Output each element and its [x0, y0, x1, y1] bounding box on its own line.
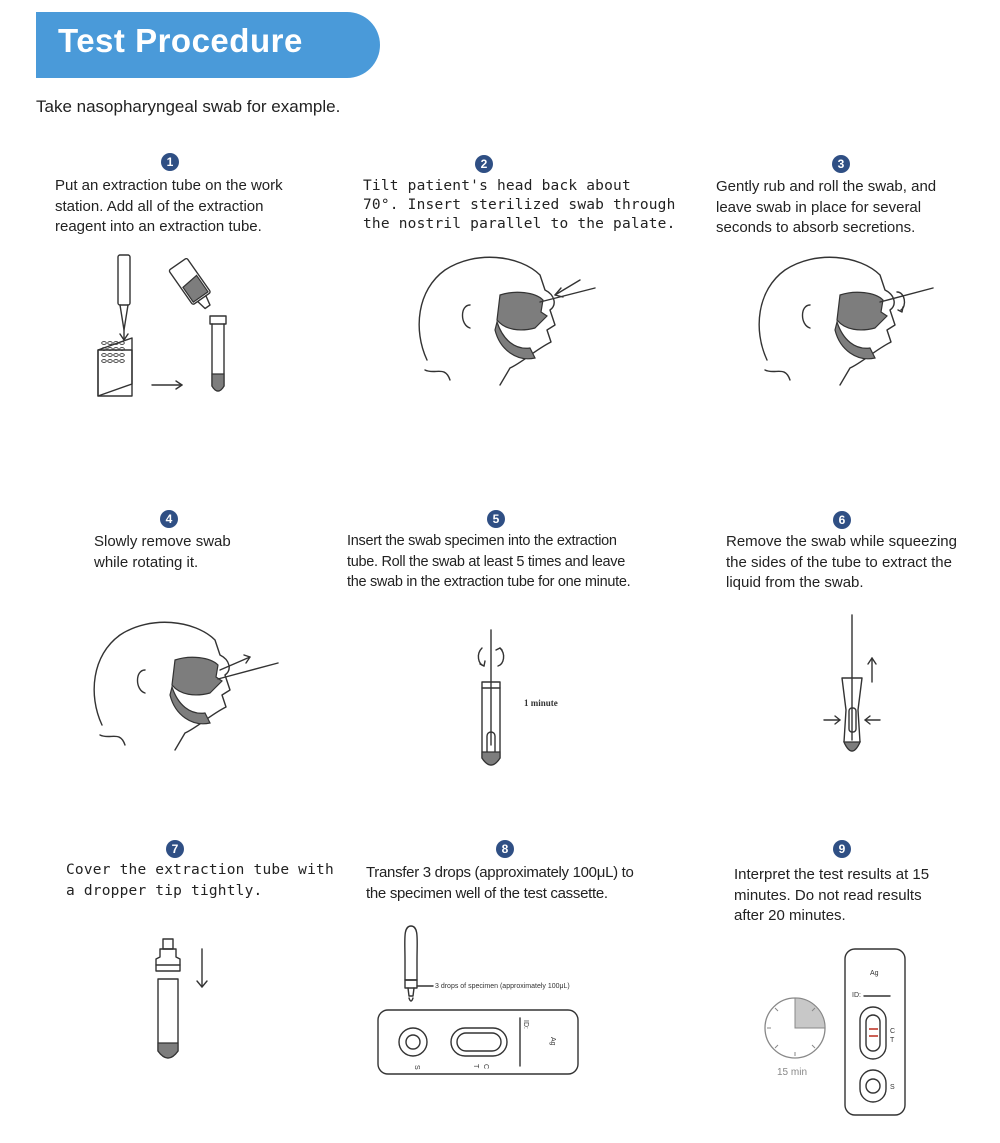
step-5-text: Insert the swab specimen into the extraction tube. Roll the swab at least 5 times and leave the swab in the extraction tube for one minute.	[347, 533, 631, 590]
step-1-text: Put an extraction tube on the work station. Add all of the extraction reagent into an extraction tube.	[55, 177, 283, 235]
cassette-9-c: C	[890, 1028, 896, 1035]
step-3-illustration	[745, 250, 955, 390]
step-4-text: Slowly remove swab while rotating it.	[94, 533, 231, 571]
intro-text: Take nasopharyngeal swab for example.	[36, 97, 341, 116]
step-9-illustration	[760, 945, 920, 1125]
step-5-illustration	[460, 620, 610, 780]
cassette-8-s: S	[413, 1065, 420, 1070]
step-6-illustration	[810, 610, 910, 780]
page-title: Test Procedure	[58, 22, 303, 59]
cassette-8-ag: Ag	[549, 1037, 556, 1046]
step-8-number: 8	[496, 840, 514, 858]
one-minute-label: 1 minute	[524, 698, 558, 708]
step-4-illustration	[80, 615, 290, 755]
step-2-illustration	[405, 250, 615, 390]
step-8-illustration	[375, 920, 585, 1080]
title-banner	[36, 12, 380, 78]
cassette-8-id: ID:	[522, 1020, 529, 1029]
step-1-number: 1	[161, 153, 179, 171]
cassette-9-t: T	[890, 1037, 895, 1044]
step-2-number: 2	[475, 155, 493, 173]
cassette-9-id: ID:	[852, 992, 861, 999]
cassette-8-t: T	[472, 1064, 479, 1069]
step-7-text: Cover the extraction tube with a dropper tip tightly.	[66, 862, 334, 899]
cassette-8-c: C	[482, 1064, 489, 1070]
step-6-text: Remove the swab while squeezing the sides of the tube to extract the liquid from the swab.	[726, 533, 957, 591]
step-3-text: Gently rub and roll the swab, and leave swab in place for several seconds to absorb secretions.	[716, 178, 937, 236]
step-9-number: 9	[833, 840, 851, 858]
step-7-number: 7	[166, 840, 184, 858]
step-8-text: Transfer 3 drops (approximately 100μL) to the specimen well of the test cassette.	[366, 864, 634, 902]
step-4-number: 4	[160, 510, 178, 528]
timer-label: 15 min	[777, 1067, 808, 1078]
cassette-9-ag: Ag	[870, 970, 879, 977]
step-6-number: 6	[833, 511, 851, 529]
step-2-text: Tilt patient's head back about 70°. Insert sterilized swab through the nostril parallel to the palate.	[363, 178, 676, 232]
drops-label: 3 drops of specimen (approximately 100μL)	[435, 983, 570, 990]
timer-clock-icon	[765, 998, 825, 1058]
cassette-9-s: S	[890, 1084, 895, 1091]
step-3-number: 3	[832, 155, 850, 173]
step-1-illustration	[90, 250, 250, 400]
step-9-text: Interpret the test results at 15 minutes. Do not read results after 20 minutes.	[734, 866, 930, 924]
step-7-illustration	[140, 925, 240, 1075]
step-5-number: 5	[487, 510, 505, 528]
